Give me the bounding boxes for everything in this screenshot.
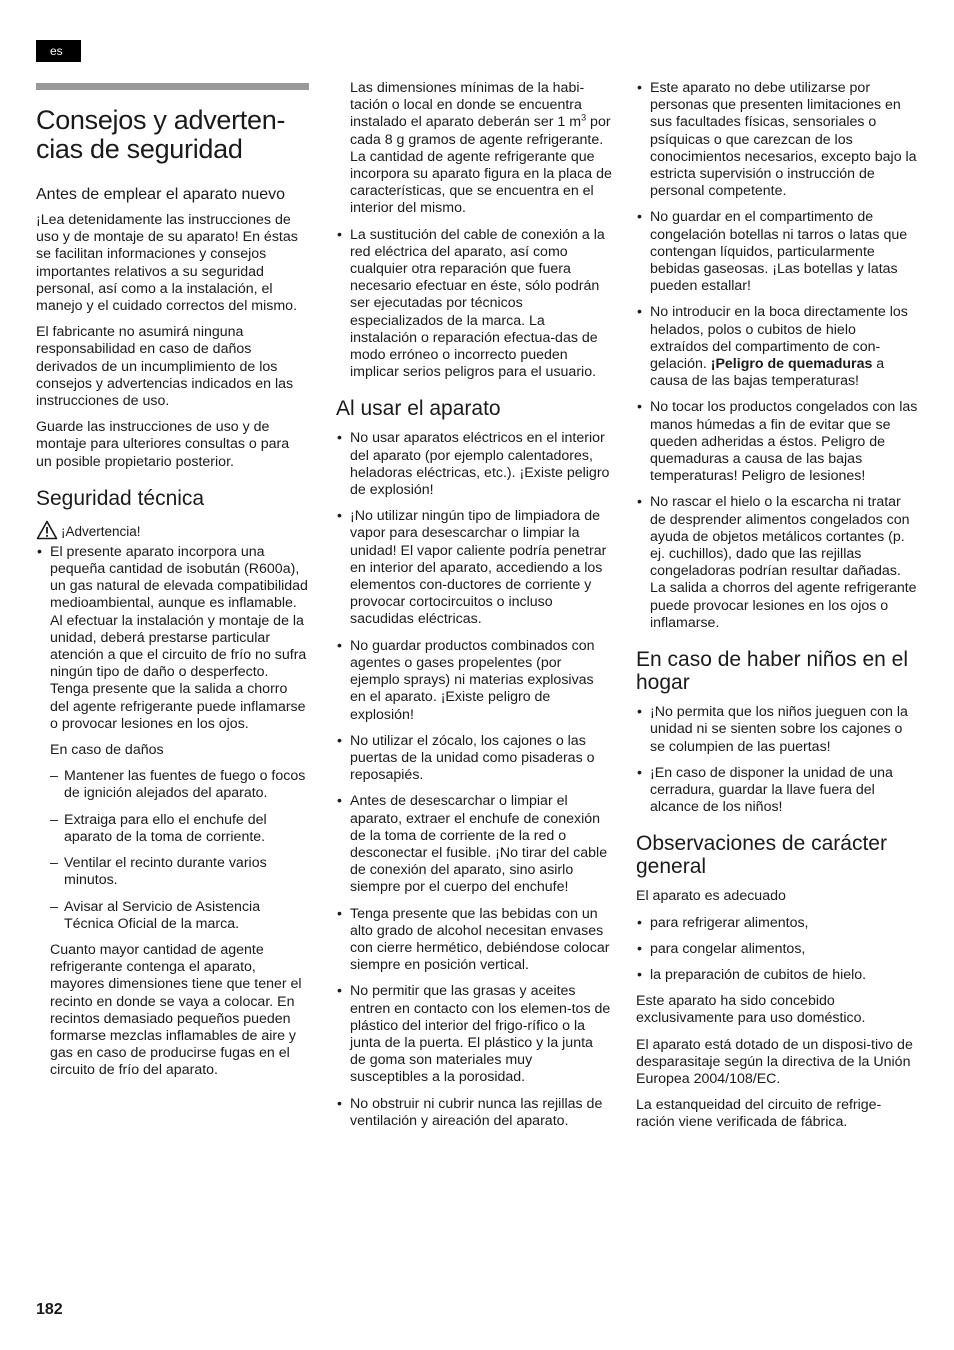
page-number: 182 bbox=[36, 1301, 63, 1318]
list-item: • La sustitución del cable de conexión a la red eléctrica del aparato, así como cualquier otra reparación que fuera necesario efectuar en éste, sólo podrán ser ejecutadas por técnicos especializados de la marca. La instalación o reparación efectua-das de modo erróneo o incorrecto pueden implicar serios peligros para el usuario. bbox=[336, 227, 612, 382]
text-fragment: No introducir en la boca directamente los helados, polos o cubitos de hielo extraídos del compartimento de con-gelación. bbox=[650, 304, 908, 373]
children-list bbox=[636, 704, 918, 816]
heading-general-notes: Observaciones de carácter general bbox=[636, 832, 887, 879]
warnings-list bbox=[636, 80, 918, 632]
list-item: • ¡No utilizar ningún tipo de limpiadora de vapor para desescarchar o limpiar la unidad! El vapor caliente podría penetrar en interior del aparato, accediendo a los elementos con-ductores de corriente y provocar cortocircuitos o incluso sacudidas eléctricas. bbox=[336, 508, 612, 628]
list-item: – Ventilar el recinto durante varios minutos. bbox=[50, 855, 308, 889]
list-item: • No rascar el hielo o la escarcha ni tratar de desprender alimentos congelados con ayuda de objetos metálicos cortantes (p. ej. cuchillos), dado que las rejillas congeladoras podrían resultar dañadas. La salida a chorros del agente refrigerante puede provocar lesiones en los ojos o inflamarse. bbox=[636, 494, 918, 632]
column-3 bbox=[636, 80, 918, 1141]
superscript: 3 bbox=[581, 112, 587, 123]
warning-label: ¡Advertencia! bbox=[61, 523, 141, 539]
paragraph: La estanqueidad del circuito de refrige-ración viene verificada de fábrica. bbox=[636, 1097, 882, 1131]
cable-list bbox=[336, 227, 612, 382]
paragraph-dimensions bbox=[350, 80, 612, 218]
text-fragment: por cada 8 g gramos de agente refrigerante. La cantidad de agente refrigerante que incorpora su aparato figura en la placa de características, que se encuentra en el interior del mismo. bbox=[350, 114, 612, 217]
list-item: • No permitir que las grasas y aceites entren en contacto con los elemen-tos de plástico del interior del frigo-rífico o la junta de la puerta. El plástico y la junta de goma son materiales muy susceptibles a la porosidad. bbox=[336, 983, 612, 1086]
list-item: • Tenga presente que las bebidas con un alto grado de alcohol necesitan envases con cierre hermético, debiéndose colocar siempre en posición vertical. bbox=[336, 906, 612, 975]
heading-before-use: Antes de emplear el aparato nuevo bbox=[36, 186, 286, 203]
damage-list bbox=[50, 768, 308, 933]
general-list bbox=[636, 915, 918, 985]
paragraph: Guarde las instrucciones de uso y de montaje para ulteriores consultas o para un posible propietario posterior. bbox=[36, 419, 290, 470]
paragraph: El fabricante no asumirá ninguna responsabilidad en caso de daños derivados de un incumplimiento de los consejos y advertencias indicados en las instrucciones de uso. bbox=[36, 324, 294, 410]
heading-technical-safety: Seguridad técnica bbox=[36, 486, 205, 510]
text-fragment: a causa de las bajas temperaturas! bbox=[650, 356, 885, 390]
paragraph: Cuanto mayor cantidad de agente refrigerante contenga el aparato, mayores dimensiones tiene que tener el recinto en donde se vaya a colocar. En recintos demasiado pequeños pueden formarse mezclas inflamables de aire y gas en caso de producirse fugas en el circuito de frío del aparato. bbox=[50, 941, 302, 1079]
list-item: • No tocar los productos congelados con las manos húmedas a fin de evitar que se queden adheridas a éstos. Peligro de quemaduras a causa de las bajas temperaturas! Peligro de lesiones! bbox=[636, 399, 918, 485]
section-rule bbox=[36, 83, 309, 90]
list-item: – Extraiga para ello el enchufe del aparato de la toma de corriente. bbox=[50, 812, 308, 846]
warning-notice bbox=[36, 520, 308, 540]
list-item: • para congelar alimentos, bbox=[636, 941, 918, 958]
paragraph: El aparato está dotado de un disposi-tivo de desparasitaje según la directiva de la Unión Europea 2004/108/EC. bbox=[636, 1036, 913, 1087]
list-item: • Antes de desescarchar o limpiar el aparato, extraer el enchufe de conexión de la toma de corriente de la red o desconectar el fusible. ¡No tirar del cable de conexión del aparato, sino asirlo siempre por el cuerpo del enchufe! bbox=[336, 793, 612, 896]
list-item: • No guardar productos combinados con agentes o gases propelentes (por ejemplo sprays) ni materias explosivas en el aparato. ¡Existe peligro de explosión! bbox=[336, 638, 612, 724]
list-item bbox=[636, 304, 918, 390]
list-item: • No utilizar el zócalo, los cajones o las puertas de la unidad como pisaderas o reposapiés. bbox=[336, 733, 612, 785]
usage-list bbox=[336, 430, 612, 1130]
page-title: Consejos y adverten-cias de seguridad bbox=[36, 105, 286, 164]
paragraph: ¡Lea detenidamente las instrucciones de uso y de montaje de su aparato! En éstas se facilitan informaciones y consejos importantes relativos a su seguridad personal, así como a la instalación, el manejo y el cuidado correctos del mismo. bbox=[36, 212, 298, 315]
list-item: • Este aparato no debe utilizarse por personas que presenten limitaciones en sus facultades físicas, sensoriales o psíquicas o que carezcan de los conocimientos necesarios, excepto bajo la estricta supervisión o instrucción de personal competente. bbox=[636, 80, 918, 200]
list-item: • ¡No permita que los niños jueguen con la unidad ni se sienten sobre los cajones o se columpien de las puertas! bbox=[636, 704, 918, 756]
warning-triangle-icon bbox=[36, 520, 58, 540]
heading-damage: En caso de daños bbox=[50, 742, 164, 759]
list-item: – Avisar al Servicio de Asistencia Técnica Oficial de la marca. bbox=[50, 899, 308, 933]
emphasis: ¡Peligro de quemaduras bbox=[710, 356, 873, 373]
column-2 bbox=[336, 80, 612, 1139]
text-fragment: Las dimensiones mínimas de la habi-tación o local en donde se encuentra instalado el aparato deberán ser 1 m bbox=[350, 80, 585, 131]
list-item: • ¡En caso de disponer la unidad de una cerradura, guardar la llave fuera del alcance de los niños! bbox=[636, 765, 918, 817]
list-item: • No obstruir ni cubrir nunca las rejillas de ventilación y aireación del aparato. bbox=[336, 1096, 612, 1130]
list-item: • la preparación de cubitos de hielo. bbox=[636, 967, 918, 984]
heading-children: En caso de haber niños en el hogar bbox=[636, 648, 909, 695]
paragraph: Este aparato ha sido concebido exclusivamente para uso doméstico. bbox=[636, 993, 866, 1027]
column-1 bbox=[36, 106, 308, 1089]
technical-list bbox=[36, 544, 308, 733]
paragraph: El aparato es adecuado bbox=[636, 888, 786, 905]
list-item: • No guardar en el compartimento de congelación botellas ni tarros o latas que contengan líquidos, particularmente bebidas gaseosas. ¡Las botellas y latas pueden estallar! bbox=[636, 209, 918, 295]
list-item: – Mantener las fuentes de fuego o focos de ignición alejados del aparato. bbox=[50, 768, 308, 802]
list-item: • El presente aparato incorpora una pequeña cantidad de isobután (R600a), un gas natural de elevada compatibilidad medioambiental, aunque es inflamable. Al efectuar la instalación y montaje de la unidad, deberá prestarse particular atención a que el circuito de frío no sufra ningún tipo de daño o desperfecto. Tenga presente que la salida a chorro del agente refrigerante puede inflamarse o provocar lesiones en los ojos. bbox=[36, 544, 308, 733]
heading-using-appliance: Al usar el aparato bbox=[336, 397, 501, 421]
list-item: • para refrigerar alimentos, bbox=[636, 915, 918, 932]
language-tag: es bbox=[36, 40, 81, 62]
list-item: • No usar aparatos eléctricos en el interior del aparato (por ejemplo calentadores, heladoras eléctricas, etc.). ¡Existe peligro de explosión! bbox=[336, 430, 612, 499]
